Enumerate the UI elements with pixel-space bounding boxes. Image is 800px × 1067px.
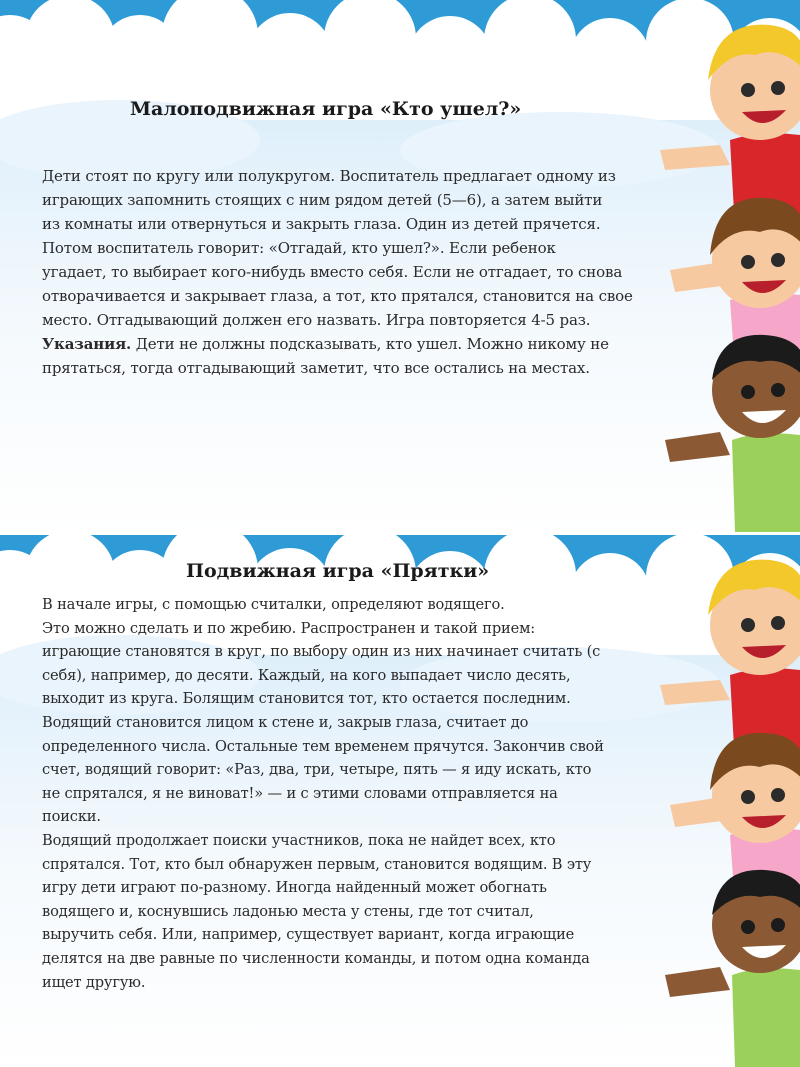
note-text: Дети не должны подсказывать, кто ушел. Можно никому не: [131, 335, 609, 353]
text-line: делятся на две равные по численности команды, и потом одна команда: [42, 949, 590, 967]
text-line: себя), например, до десяти. Каждый, на кого выпадает число десять,: [42, 666, 571, 684]
slide-pryatki: [0, 535, 800, 1067]
title-pryatki: Подвижная игра «Прятки»: [186, 560, 490, 582]
text-line: выходит из круга. Болящим становится тот, кто остается последним.: [42, 690, 571, 708]
slide-kto-ushel: [0, 0, 800, 532]
text-kto-ushel: [42, 164, 672, 380]
text-line: не спрятался, я не виноват!» — и с этими словами отправляется на: [42, 784, 558, 802]
text-line: играющие становятся в круг, по выбору один из них начинает считать (с: [42, 643, 601, 661]
note-line: прятаться, тогда отгадывающий заметит, что все остались на местах.: [42, 359, 590, 377]
text-line: В начале игры, с помощью считалки, определяют водящего.: [42, 596, 505, 613]
note-line: [42, 332, 672, 356]
note-label: Указания.: [42, 335, 132, 353]
text-line: отворачивается и закрывает глаза, а тот, кто прятался, становится на свое: [42, 287, 633, 305]
children-illustration: [660, 0, 800, 532]
text-line: поиски.: [42, 808, 101, 826]
text-line: Водящий становится лицом к стене и, закрыв глаза, считает до: [42, 713, 529, 731]
text-line: счет, водящий говорит: «Раз, два, три, четыре, пять — я иду искать, кто: [42, 761, 592, 779]
text-line: ищет другую.: [42, 973, 146, 991]
text-line: играющих запомнить стоящих с ним рядом детей (5—6), а затем выйти: [42, 191, 603, 209]
title-kto-ushel: Малоподвижная игра «Кто ушел?»: [130, 98, 522, 120]
paragraph-rules: [42, 593, 682, 994]
text-line: угадает, то выбирает кого-нибудь вместо себя. Если не отгадает, то снова: [42, 263, 623, 281]
text-line: Потом воспитатель говорит: «Отгадай, кто ушел?». Если ребенок: [42, 239, 556, 257]
text-line: Водящий продолжает поиски участников, пока не найдет всех, кто: [42, 831, 556, 849]
text-line: место. Отгадывающий должен его назвать. Игра повторяется 4-5 раз.: [42, 311, 591, 329]
text-line: игру дети играют по-разному. Иногда найденный может обогнать: [42, 879, 547, 897]
text-pryatki: [42, 593, 682, 994]
text-line: спрятался. Тот, кто был обнаружен первым, становится водящим. В эту: [42, 855, 592, 873]
text-line: Дети стоят по кругу или полукругом. Воспитатель предлагает одному из: [42, 167, 616, 185]
text-line: водящего и, коснувшись ладонью места у стены, где тот считал,: [42, 902, 534, 920]
text-line: Это можно сделать и по жребию. Распространен и такой прием:: [42, 619, 536, 637]
text-line: определенного числа. Остальные тем временем прячутся. Закончив свой: [42, 737, 604, 755]
text-line: из комнаты или отвернуться и закрыть глаза. Один из детей прячется.: [42, 215, 601, 233]
text-line: выручить себя. Или, например, существует вариант, когда играющие: [42, 926, 575, 944]
paragraph-rules: [42, 164, 672, 380]
